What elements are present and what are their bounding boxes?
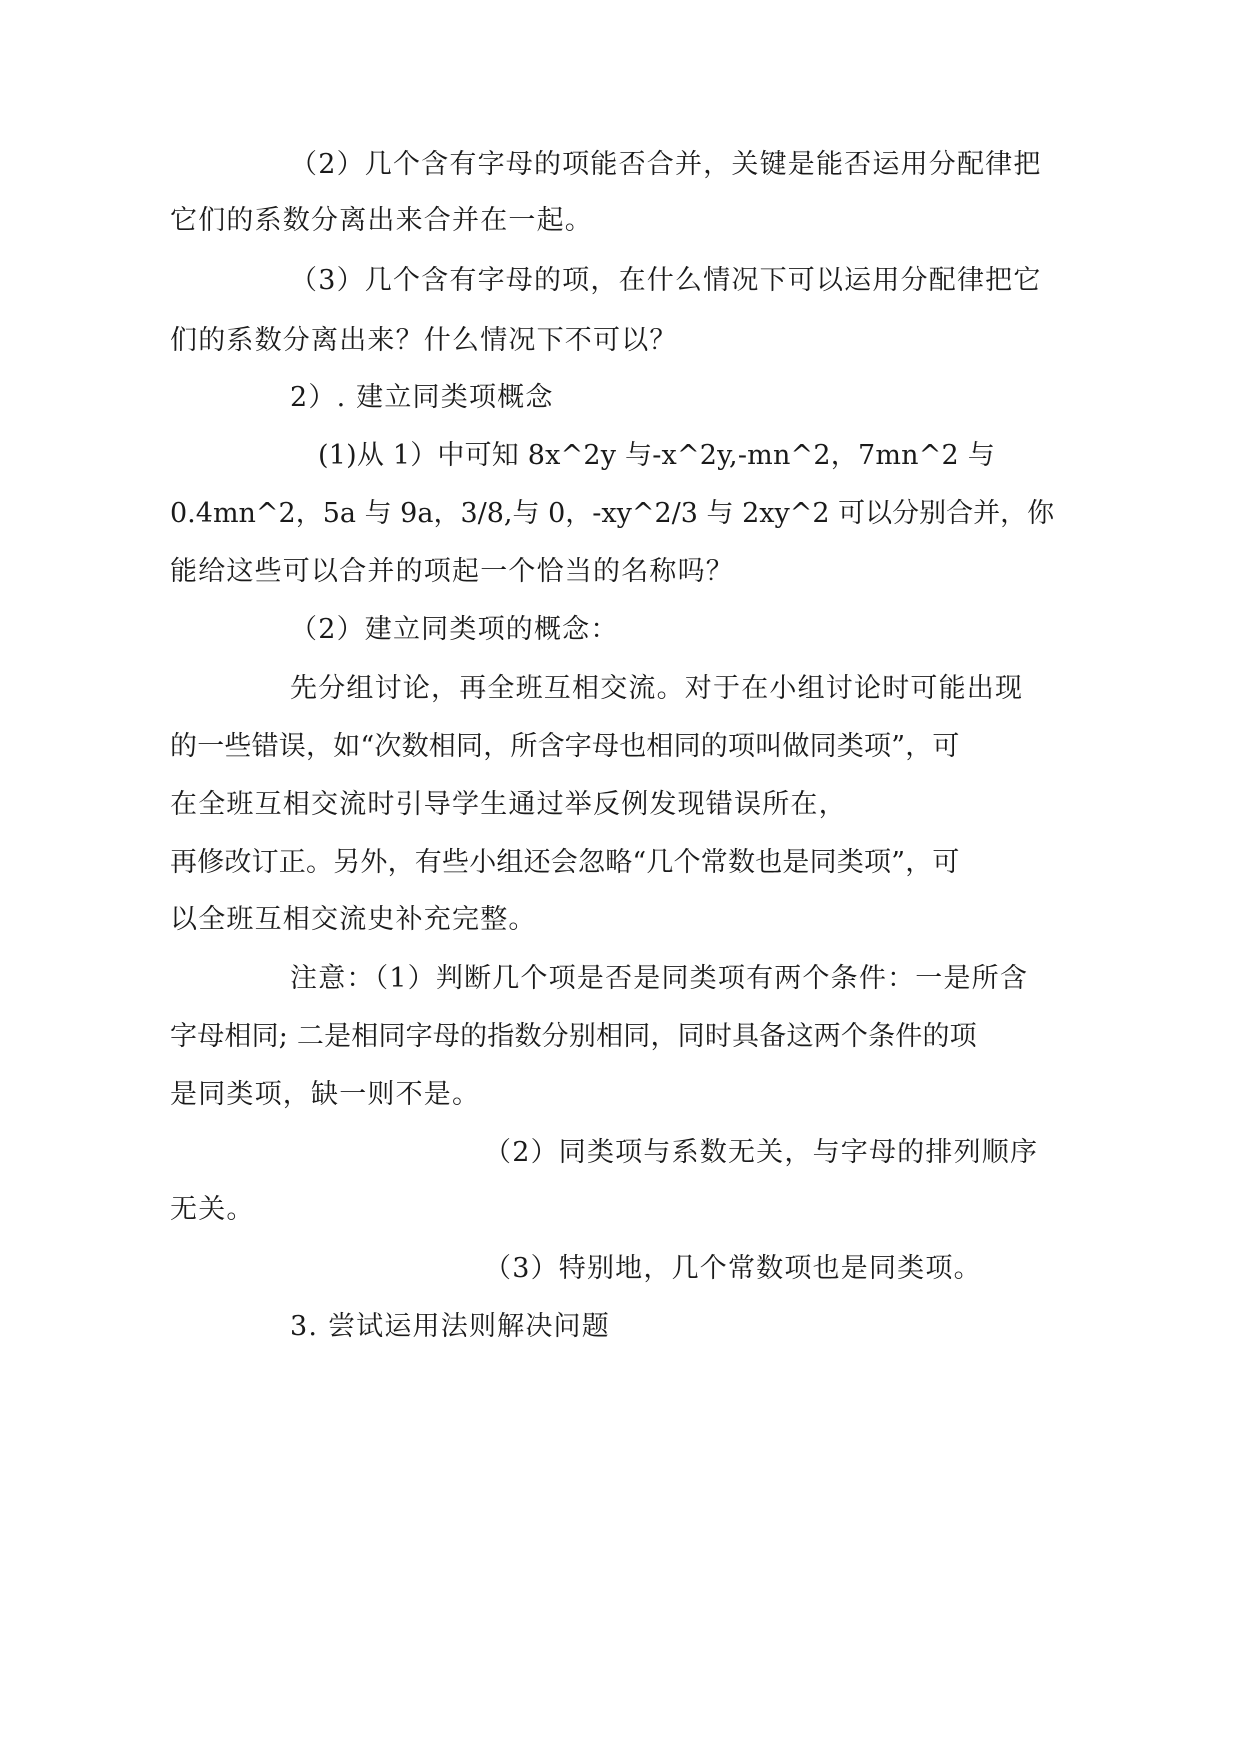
- text-line: 无关。: [170, 1194, 255, 1225]
- text-line: 在全班互相交流时引导学生通过举反例发现错误所在，: [170, 789, 847, 820]
- text-line: 以全班互相交流史补充完整。: [170, 904, 537, 935]
- text-line: 它们的系数分离出来合并在一起。: [170, 205, 593, 236]
- text-line: （3）几个含有字母的项，在什么情况下可以运用分配律把它: [290, 265, 1042, 296]
- text-line: (1)从 1）中可知 8x^2y 与-x^2y,-mn^2，7mn^2 与: [318, 440, 995, 471]
- text-line: （3）特别地，几个常数项也是同类项。: [484, 1253, 982, 1284]
- text-line: （2）同类项与系数无关，与字母的排列顺序: [484, 1137, 1039, 1168]
- text-line: （2）几个含有字母的项能否合并，关键是能否运用分配律把: [290, 149, 1042, 180]
- text-line: 再修改订正。另外，有些小组还会忽略“几个常数也是同类项”，可: [170, 847, 960, 878]
- section-heading: 2）. 建立同类项概念: [290, 382, 554, 413]
- section-heading: 3. 尝试运用法则解决问题: [290, 1311, 610, 1342]
- text-line: 字母相同; 二是相同字母的指数分别相同，同时具备这两个条件的项: [170, 1021, 977, 1052]
- text-line: 注意：（1）判断几个项是否是同类项有两个条件：一是所含: [290, 963, 1029, 994]
- text-line: 们的系数分离出来？什么情况下不可以？: [170, 325, 678, 356]
- text-line: （2）建立同类项的概念：: [290, 614, 619, 645]
- text-line: 的一些错误，如“次数相同，所含字母也相同的项叫做同类项”，可: [170, 731, 960, 762]
- text-line: 0.4mn^2，5a 与 9a，3/8,与 0，-xy^2/3 与 2xy^2 可以分别合并，你: [170, 498, 1055, 529]
- text-line: 是同类项，缺一则不是。: [170, 1079, 481, 1110]
- text-line: 能给这些可以合并的项起一个恰当的名称吗？: [170, 556, 734, 587]
- text-line: 先分组讨论，再全班互相交流。对于在小组讨论时可能出现: [290, 673, 1024, 704]
